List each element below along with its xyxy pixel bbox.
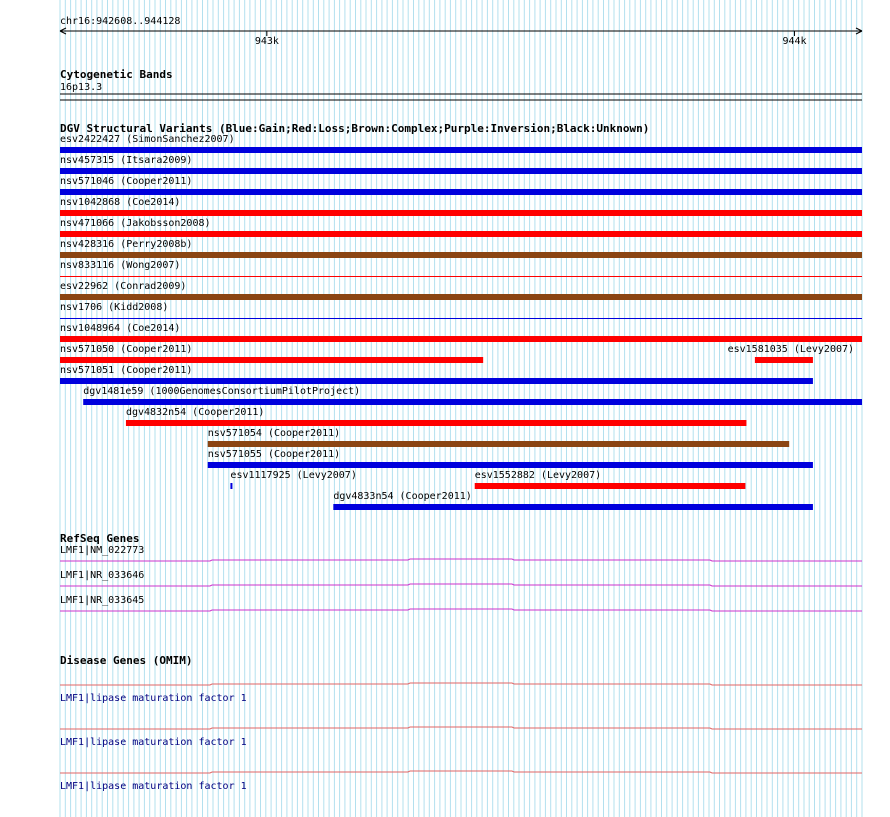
dgv-feature[interactable] (126, 407, 746, 426)
omim-track-title: Disease Genes (OMIM) (60, 654, 193, 667)
right-gutter (864, 0, 890, 817)
dgv-feature[interactable] (60, 365, 813, 384)
dgv-feature-bar[interactable] (60, 147, 862, 153)
refseq-gene-label[interactable]: LMF1|NR_033646 (60, 570, 145, 581)
ruler-tick-label: 944k (782, 36, 807, 47)
dgv-feature[interactable] (208, 428, 789, 447)
refseq-gene-label[interactable]: LMF1|NM_022773 (60, 545, 145, 556)
dgv-feature[interactable] (230, 470, 356, 489)
dgv-feature-bar[interactable] (333, 504, 813, 510)
refseq-track-title: RefSeq Genes (60, 532, 140, 545)
dgv-feature[interactable] (475, 470, 746, 489)
dgv-feature-bar[interactable] (60, 378, 813, 384)
dgv-track-title: DGV Structural Variants (Blue:Gain;Red:Loss;Brown:Complex;Purple:Inversion;Black:Unknown) (60, 122, 650, 135)
dgv-feature-bar[interactable] (126, 420, 746, 426)
dgv-feature-label[interactable]: nsv428316 (Perry2008b) (60, 239, 193, 250)
dgv-feature-label[interactable]: nsv571055 (Cooper2011) (207, 449, 341, 460)
dgv-feature-label[interactable]: nsv571051 (Cooper2011) (60, 365, 193, 376)
dgv-feature-bar[interactable] (60, 276, 862, 277)
dgv-feature-bar[interactable] (60, 336, 862, 342)
dgv-feature-label[interactable]: esv1581035 (Levy2007) (727, 344, 855, 355)
dgv-feature-label[interactable]: nsv571054 (Cooper2011) (207, 428, 341, 439)
dgv-feature[interactable] (208, 449, 813, 468)
label-gutter (0, 0, 59, 817)
dgv-feature-label[interactable]: nsv1042868 (Coe2014) (60, 197, 181, 208)
cytoband-track-title: Cytogenetic Bands (60, 68, 173, 81)
dgv-feature-bar[interactable] (83, 399, 862, 405)
ruler-tick-label: 943k (254, 36, 279, 47)
dgv-feature-label[interactable]: dgv4832n54 (Cooper2011) (125, 407, 265, 418)
dgv-feature-bar[interactable] (60, 252, 862, 258)
dgv-feature-bar[interactable] (475, 483, 746, 489)
ruler-range-label: chr16:942608..944128 (60, 16, 181, 27)
dgv-feature-bar[interactable] (60, 168, 862, 174)
dgv-feature-bar[interactable] (755, 357, 813, 363)
dgv-feature-bar[interactable] (60, 294, 862, 300)
dgv-feature-label[interactable]: esv1117925 (Levy2007) (230, 470, 357, 481)
dgv-feature[interactable] (83, 386, 862, 405)
dgv-feature-bar[interactable] (60, 318, 862, 319)
dgv-feature-bar[interactable] (230, 483, 232, 489)
dgv-feature-label[interactable]: esv22962 (Conrad2009) (60, 281, 187, 292)
dgv-feature-bar[interactable] (60, 231, 862, 237)
cytoband-band-label[interactable]: 16p13.3 (60, 82, 103, 93)
dgv-feature-label[interactable]: dgv1481e59 (1000GenomesConsortiumPilotProject) (83, 386, 361, 397)
dgv-feature-label[interactable]: nsv571046 (Cooper2011) (60, 176, 193, 187)
dgv-feature-label[interactable]: dgv4833n54 (Cooper2011) (333, 491, 472, 502)
dgv-feature-bar[interactable] (208, 462, 813, 468)
dgv-feature-label[interactable]: esv2422427 (SimonSanchez2007) (60, 134, 235, 145)
omim-gene-label[interactable]: LMF1|lipase maturation factor 1 (60, 693, 247, 704)
dgv-feature-label[interactable]: nsv833116 (Wong2007) (60, 260, 181, 271)
omim-gene-label[interactable]: LMF1|lipase maturation factor 1 (60, 781, 247, 792)
dgv-feature-label[interactable]: nsv1048964 (Coe2014) (60, 323, 181, 334)
dgv-feature-label[interactable]: nsv457315 (Itsara2009) (60, 155, 193, 166)
dgv-feature-label[interactable]: nsv471066 (Jakobsson2008) (60, 218, 211, 229)
dgv-feature-label[interactable]: nsv1706 (Kidd2008) (60, 302, 169, 313)
dgv-feature-bar[interactable] (60, 210, 862, 216)
ruler-ticks (255, 31, 807, 47)
refseq-gene-label[interactable]: LMF1|NR_033645 (60, 595, 145, 606)
dgv-feature-label[interactable]: esv1552882 (Levy2007) (474, 470, 602, 481)
dgv-feature-bar[interactable] (208, 441, 789, 447)
dgv-feature-label[interactable]: nsv571050 (Cooper2011) (60, 344, 193, 355)
dgv-feature-bar[interactable] (60, 189, 862, 195)
omim-gene-label[interactable]: LMF1|lipase maturation factor 1 (60, 737, 247, 748)
dgv-feature-bar[interactable] (60, 357, 483, 363)
dgv-feature[interactable] (728, 344, 854, 363)
